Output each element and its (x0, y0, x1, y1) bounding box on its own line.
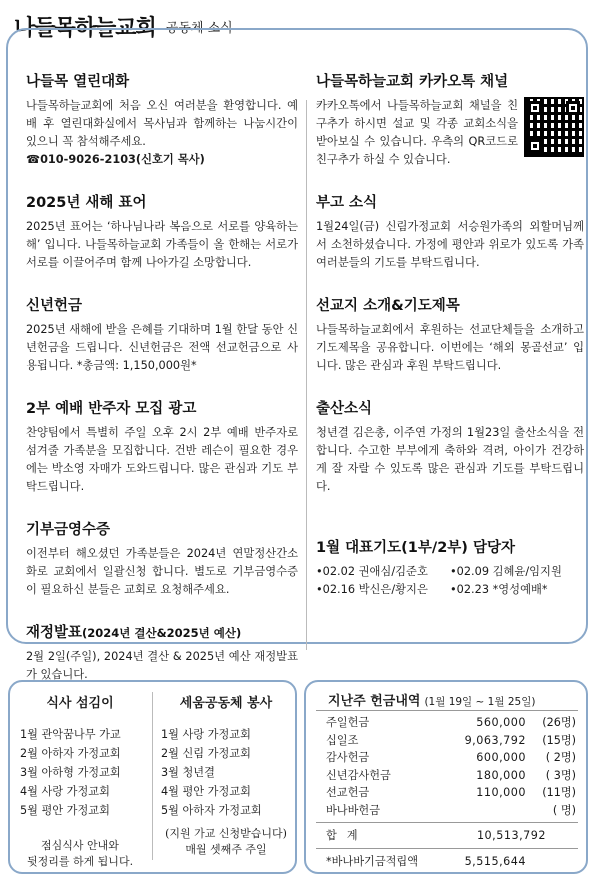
service-title: 세움공동체 봉사 (179, 696, 273, 711)
table-row: 신년감사헌금 180,000 ( 3명) (326, 768, 576, 782)
list-item: 2월 아하자 가정교회 (20, 747, 121, 760)
divider (316, 848, 578, 849)
section-body: 찬양팀에서 특별히 주일 오후 2시 2부 예배 반주자로 섬겨줄 가족분을 모집합니다. 건반 레슨이 필요한 경우에는 박소영 자매가 도와드립니다. 많은 관심과 기도 부탁드립니다. (26, 426, 298, 493)
list-item: 3월 아하형 가정교회 (20, 766, 121, 779)
section-open-talk (26, 70, 298, 169)
section-body: 나들목하늘교회에서 후원하는 선교단체들을 소개하고 기도제목을 공유합니다. 이번에는 ‘해외 몽골선교’ 입니다. 많은 관심과 후원 부탁드립니다. (316, 323, 584, 372)
section-accompanist (26, 397, 298, 496)
section-motto (26, 191, 298, 272)
page-subtitle: 공동체 소식 (165, 20, 233, 36)
section-prayer-duty (316, 536, 584, 599)
table-row: 주일헌금 560,000 (26명) (326, 716, 576, 729)
section-title: 2부 예배 반주자 모집 광고 (26, 401, 197, 417)
duty-row: •02.02 권애심/김준호 •02.09 김혜윤/임지원 (316, 565, 562, 578)
section-body: 나들목하늘교회에 처음 오신 여러분을 환영합니다. 예배 후 열린대화실에서 목사님과 함께하는 나눔시간이 있으니 꼭 참석해주세요. (26, 99, 298, 148)
news-panel (6, 28, 588, 681)
list-item: 5월 아하자 가정교회 (161, 804, 262, 817)
offering-panel (304, 680, 588, 874)
list-item: 5월 평안 가정교회 (20, 804, 110, 817)
section-title: 나들목하늘교회 카카오톡 채널 (316, 74, 509, 90)
section-body: 2월 2일(주일), 2024년 결산 & 2025년 예산 재정발표가 있습니다. (26, 650, 298, 681)
section-finance-report (26, 621, 298, 684)
list-item: 4월 사랑 가정교회 (20, 785, 110, 798)
section-body: 2025년 새해에 받을 은혜를 기대하며 1월 한달 동안 신년헌금을 드립니다. 신년헌금은 전액 선교헌금으로 사용됩니다. *총금액: 1,150,000원* (26, 323, 299, 372)
list-item: 1월 관악꿈나무 가교 (20, 728, 121, 741)
section-title: 기부금영수증 (26, 522, 111, 538)
offering-title: 지난주 헌금내역 (1월 19일 ~ 1월 25일) (328, 694, 536, 709)
left-column (26, 70, 298, 706)
section-donation-receipt (26, 518, 298, 599)
section-title: 재정발표(2024년 결산&2025년 예산) (26, 625, 242, 641)
table-row: 바나바헌금 ( 명) (326, 803, 576, 817)
section-mission (316, 294, 584, 375)
total-row: 합계 10,513,792 (326, 829, 546, 842)
list-item: 1월 사랑 가정교회 (161, 728, 251, 741)
service-volunteers (152, 692, 291, 860)
barnabas-row: *바나바기금적립액 5,515,644 (326, 854, 526, 868)
section-body: 청년결 김은총, 이주연 가정의 1월23일 출산소식을 전합니다. 수고한 부부에게 축하와 격려, 아이가 건강하게 잘 자랄 수 있도록 많은 관심과 기도를 부탁드립니다. (316, 426, 584, 493)
section-body: 카카오톡에서 나들목하늘교회 채널을 친구추가 하시면 설교 및 각종 교회소식을 받아보실 수 있습니다. 우측의 QR코드로 친구추가 하실 수 있습니다. (316, 99, 518, 166)
table-row: 감사헌금 600,000 ( 2명) (326, 751, 576, 764)
section-kakao-channel (316, 70, 584, 169)
divider (316, 822, 578, 823)
section-title: 부고 소식 (316, 195, 378, 211)
section-birth-news (316, 397, 584, 496)
section-title: 선교지 소개&기도제목 (316, 298, 460, 314)
divider (316, 710, 578, 711)
section-title: 2025년 새해 표어 (26, 195, 147, 211)
meal-title: 식사 섬김이 (46, 696, 114, 711)
offering-table (326, 714, 576, 870)
section-title: 1월 대표기도(1부/2부) 담당자 (316, 540, 515, 556)
list-item: 2월 신림 가정교회 (161, 747, 251, 760)
church-logo: 나들목하늘교회 (14, 14, 156, 41)
contact-phone: ☎010-9026-2103(신호기 목사) (26, 153, 205, 166)
section-title: 출산소식 (316, 401, 373, 417)
table-row: 선교헌금 110,000 (11명) (326, 786, 576, 799)
list-item: 3월 청년결 (161, 766, 215, 779)
column-divider (306, 100, 307, 650)
meal-servers (20, 692, 140, 870)
section-body: 1월24일(금) 신림가정교회 서승원가족의 외할머님께서 소천하셨습니다. 가정에 평안과 위로가 있도록 가족 여러분들의 기도를 부탁드립니다. (316, 220, 584, 269)
section-obituary (316, 191, 584, 272)
offering-period: (1월 19일 ~ 1월 25일) (424, 696, 536, 708)
section-body: 2025년 표어는 ‘하나님나라 복음으로 서로를 양육하는 해’ 입니다. 나들목하늘교회 가족들이 올 한해는 서로가 서로를 이끌어주며 함께 나아가길 소망합니다. (26, 220, 298, 269)
section-title: 신년헌금 (26, 298, 83, 314)
duty-row: •02.16 박신은/황지은 •02.23 *영성예배* (316, 583, 548, 596)
qr-code-icon[interactable] (524, 97, 584, 157)
volunteer-panel (8, 680, 297, 874)
right-column (316, 70, 584, 621)
table-row: 십일조 9,063,792 (15명) (326, 733, 576, 747)
meal-note: 점심식사 안내와 뒷정리를 하게 됩니다. (26, 839, 134, 868)
section-body: 이전부터 해오셨던 가족분들은 2024년 연말정산간소화로 교회에서 일괄신청 합니다. 별도로 기부금영수증이 필요하신 분들은 교회로 요청해주세요. (26, 547, 298, 596)
service-note: (지원 가교 신청받습니다) 매월 셋째주 주일 (165, 827, 287, 856)
section-title: 나들목 열린대화 (26, 74, 130, 90)
list-item: 4월 평안 가정교회 (161, 785, 251, 798)
section-newyear-offering (26, 294, 298, 375)
